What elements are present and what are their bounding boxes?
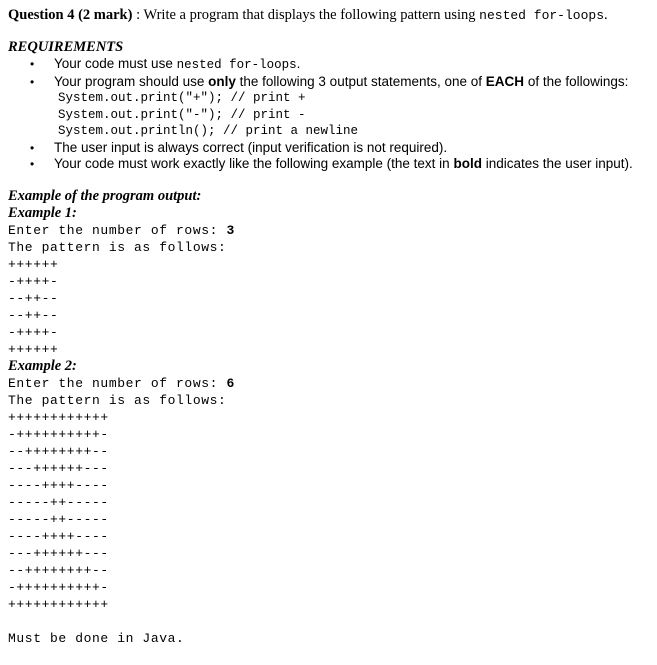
question-separator: : — [132, 7, 144, 23]
requirement-item: • Your program should use only the following 3 output statements, one of EACH of the followings: — [30, 73, 629, 89]
examples-section — [8, 188, 653, 647]
pattern-line: ----++++---- — [8, 528, 109, 544]
example1-title: Example 1: — [8, 204, 77, 221]
example2-title: Example 2: — [8, 357, 77, 374]
requirements-title: REQUIREMENTS — [8, 39, 124, 55]
pattern-line: ++++++++++++ — [8, 409, 109, 425]
pattern-line: --++-- — [8, 307, 59, 323]
pattern-line: -++++- — [8, 273, 59, 289]
pattern-line: -----++----- — [8, 494, 109, 510]
requirements-list-continued — [8, 140, 653, 173]
blank-line — [8, 613, 653, 630]
example2-prompt: Enter the number of rows: 6 — [8, 375, 235, 391]
pattern-line: ++++++ — [8, 256, 59, 272]
pattern-line: -++++- — [8, 324, 59, 340]
pattern-line: ++++++ — [8, 341, 59, 357]
example2-input: 6 — [226, 375, 235, 391]
examples-heading: Example of the program output: — [8, 187, 202, 204]
pattern-line: -++++++++++- — [8, 426, 109, 442]
bullet-icon: • — [30, 57, 35, 71]
footer-note: Must be done in Java. — [8, 630, 185, 646]
requirement-item: • Your code must use nested for-loops. — [30, 56, 301, 72]
bullet-icon: • — [30, 74, 35, 89]
pattern-line: ---++++++--- — [8, 460, 109, 476]
bullet-icon: • — [30, 157, 35, 171]
requirement-item: • The user input is always correct (input verification is not required). — [30, 139, 448, 155]
question-statement — [8, 6, 653, 25]
requirements-list — [8, 56, 653, 90]
pattern-line: --++++++++-- — [8, 443, 109, 459]
question-end: . — [604, 7, 608, 23]
question-code: nested for-loops — [479, 8, 604, 23]
pattern-line: --++++++++-- — [8, 562, 109, 578]
pattern-line: ---++++++--- — [8, 545, 109, 561]
question-page — [8, 6, 653, 647]
requirement-code: nested for-loops — [176, 58, 297, 72]
requirement-item: • Your code must work exactly like the following example (the text in bold indicates the user input). — [30, 156, 633, 171]
bullet-icon: • — [30, 140, 35, 155]
code-line: System.out.print("+"); // print + — [58, 91, 306, 105]
question-label: Question 4 (2 mark) — [8, 7, 133, 23]
pattern-line: ++++++++++++ — [8, 596, 109, 612]
example1-pattern-title: The pattern is as follows: — [8, 239, 227, 255]
pattern-line: ----++++---- — [8, 477, 109, 493]
pattern-line: -++++++++++- — [8, 579, 109, 595]
example1-input: 3 — [226, 222, 235, 238]
code-line: System.out.println(); // print a newline — [58, 124, 359, 138]
question-text: Write a program that displays the following pattern using — [143, 7, 480, 23]
pattern-line: --++-- — [8, 290, 59, 306]
pattern-line: -----++----- — [8, 511, 109, 527]
example2-pattern-title: The pattern is as follows: — [8, 392, 227, 408]
example1-prompt: Enter the number of rows: 3 — [8, 222, 235, 238]
code-line: System.out.print("-"); // print - — [58, 107, 306, 122]
